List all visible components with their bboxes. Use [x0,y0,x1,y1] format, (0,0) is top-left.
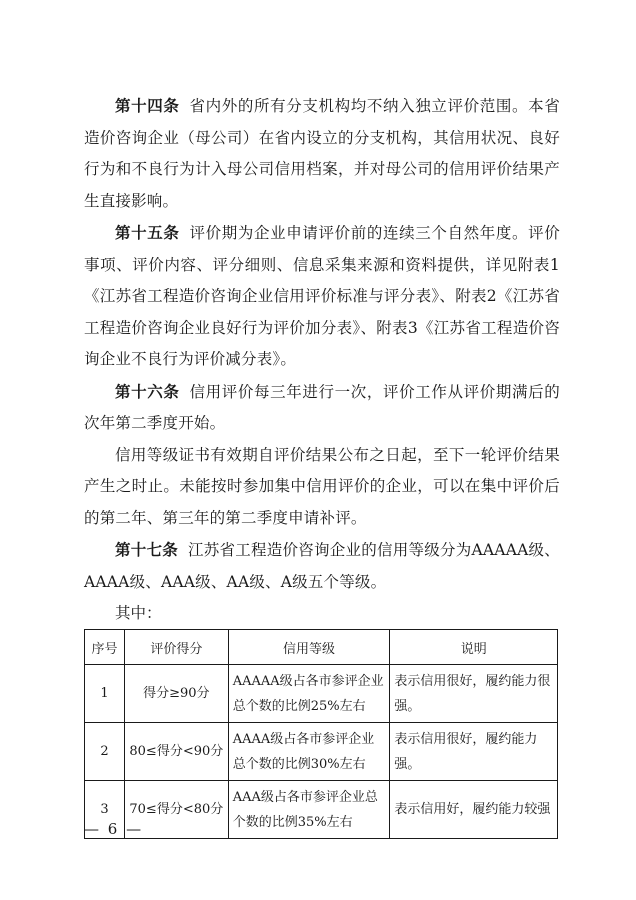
article-text: 信用评价每三年进行一次，评价工作从评价期满后的次年第二季度开始。 [84,382,560,432]
cell-grade: AAAA级占各市参评企业总个数的比例30%左右 [228,723,390,781]
table-row [85,781,558,839]
credit-grade-table [84,629,558,839]
table-label: 其中： [115,604,162,622]
article-text: 省内外的所有分支机构均不纳入独立评价范围。本省造价咨询企业（母公司）在省内设立的分支机构，其信用状况、良好行为和不良行为计入母公司信用档案，并对母公司的信用评价结果产生直接影响。 [84,97,560,210]
table-header-row [85,630,558,665]
article-text: 江苏省工程造价咨询企业的信用等级分为AAAAA级、AAAA级、AAA级、AA级、A级五个等级。 [84,541,560,591]
cell-grade: AAA级占各市参评企业总个数的比例35%左右 [228,781,390,839]
paragraph-article-17 [84,534,560,598]
cell-description: 表示信用很好，履约能力很强。 [390,665,558,723]
cell-index: 3 [85,781,125,839]
article-text: 评价期为企业申请评价前的连续三个自然年度。评价事项、评价内容、评分细则、信息采集来源和资料提供，详见附表1《江苏省工程造价咨询企业信用评价标准与评分表》、附表2《江苏省工程造价咨询企业良好行为评价加分表》、附表3《江苏省工程造价咨询企业不良行为评价减分表》。 [84,224,560,368]
article-number: 第十七条 [115,540,179,559]
header-index: 序号 [85,630,125,665]
header-description: 说明 [390,630,558,665]
paragraph-article-15 [84,217,560,376]
cell-score: 得分≥90分 [124,665,228,723]
paragraph-text: 信用等级证书有效期自评价结果公布之日起，至下一轮评价结果产生之时止。未能按时参加集中信用评价的企业，可以在集中评价后的第二年、第三年的第二季度申请补评。 [84,445,560,527]
cell-score: 70≤得分<80分 [124,781,228,839]
article-number: 第十五条 [115,223,180,242]
paragraph-article-14 [84,90,560,217]
article-number: 第十四条 [115,96,180,115]
cell-index: 1 [85,665,125,723]
header-score: 评价得分 [124,630,228,665]
table-row [85,665,558,723]
paragraph-certificate-validity [84,440,560,535]
cell-grade: AAAAA级占各市参评企业总个数的比例25%左右 [228,665,390,723]
page-number: — 6 — [84,820,144,838]
paragraph-article-16 [84,376,560,440]
document-body [84,90,560,839]
cell-score: 80≤得分<90分 [124,723,228,781]
cell-description: 表示信用很好，履约能力强。 [390,723,558,781]
article-number: 第十六条 [115,381,180,401]
table-row [85,723,558,781]
header-grade: 信用等级 [228,630,390,665]
cell-description: 表示信用好，履约能力较强 [390,781,558,839]
cell-index: 2 [85,723,125,781]
